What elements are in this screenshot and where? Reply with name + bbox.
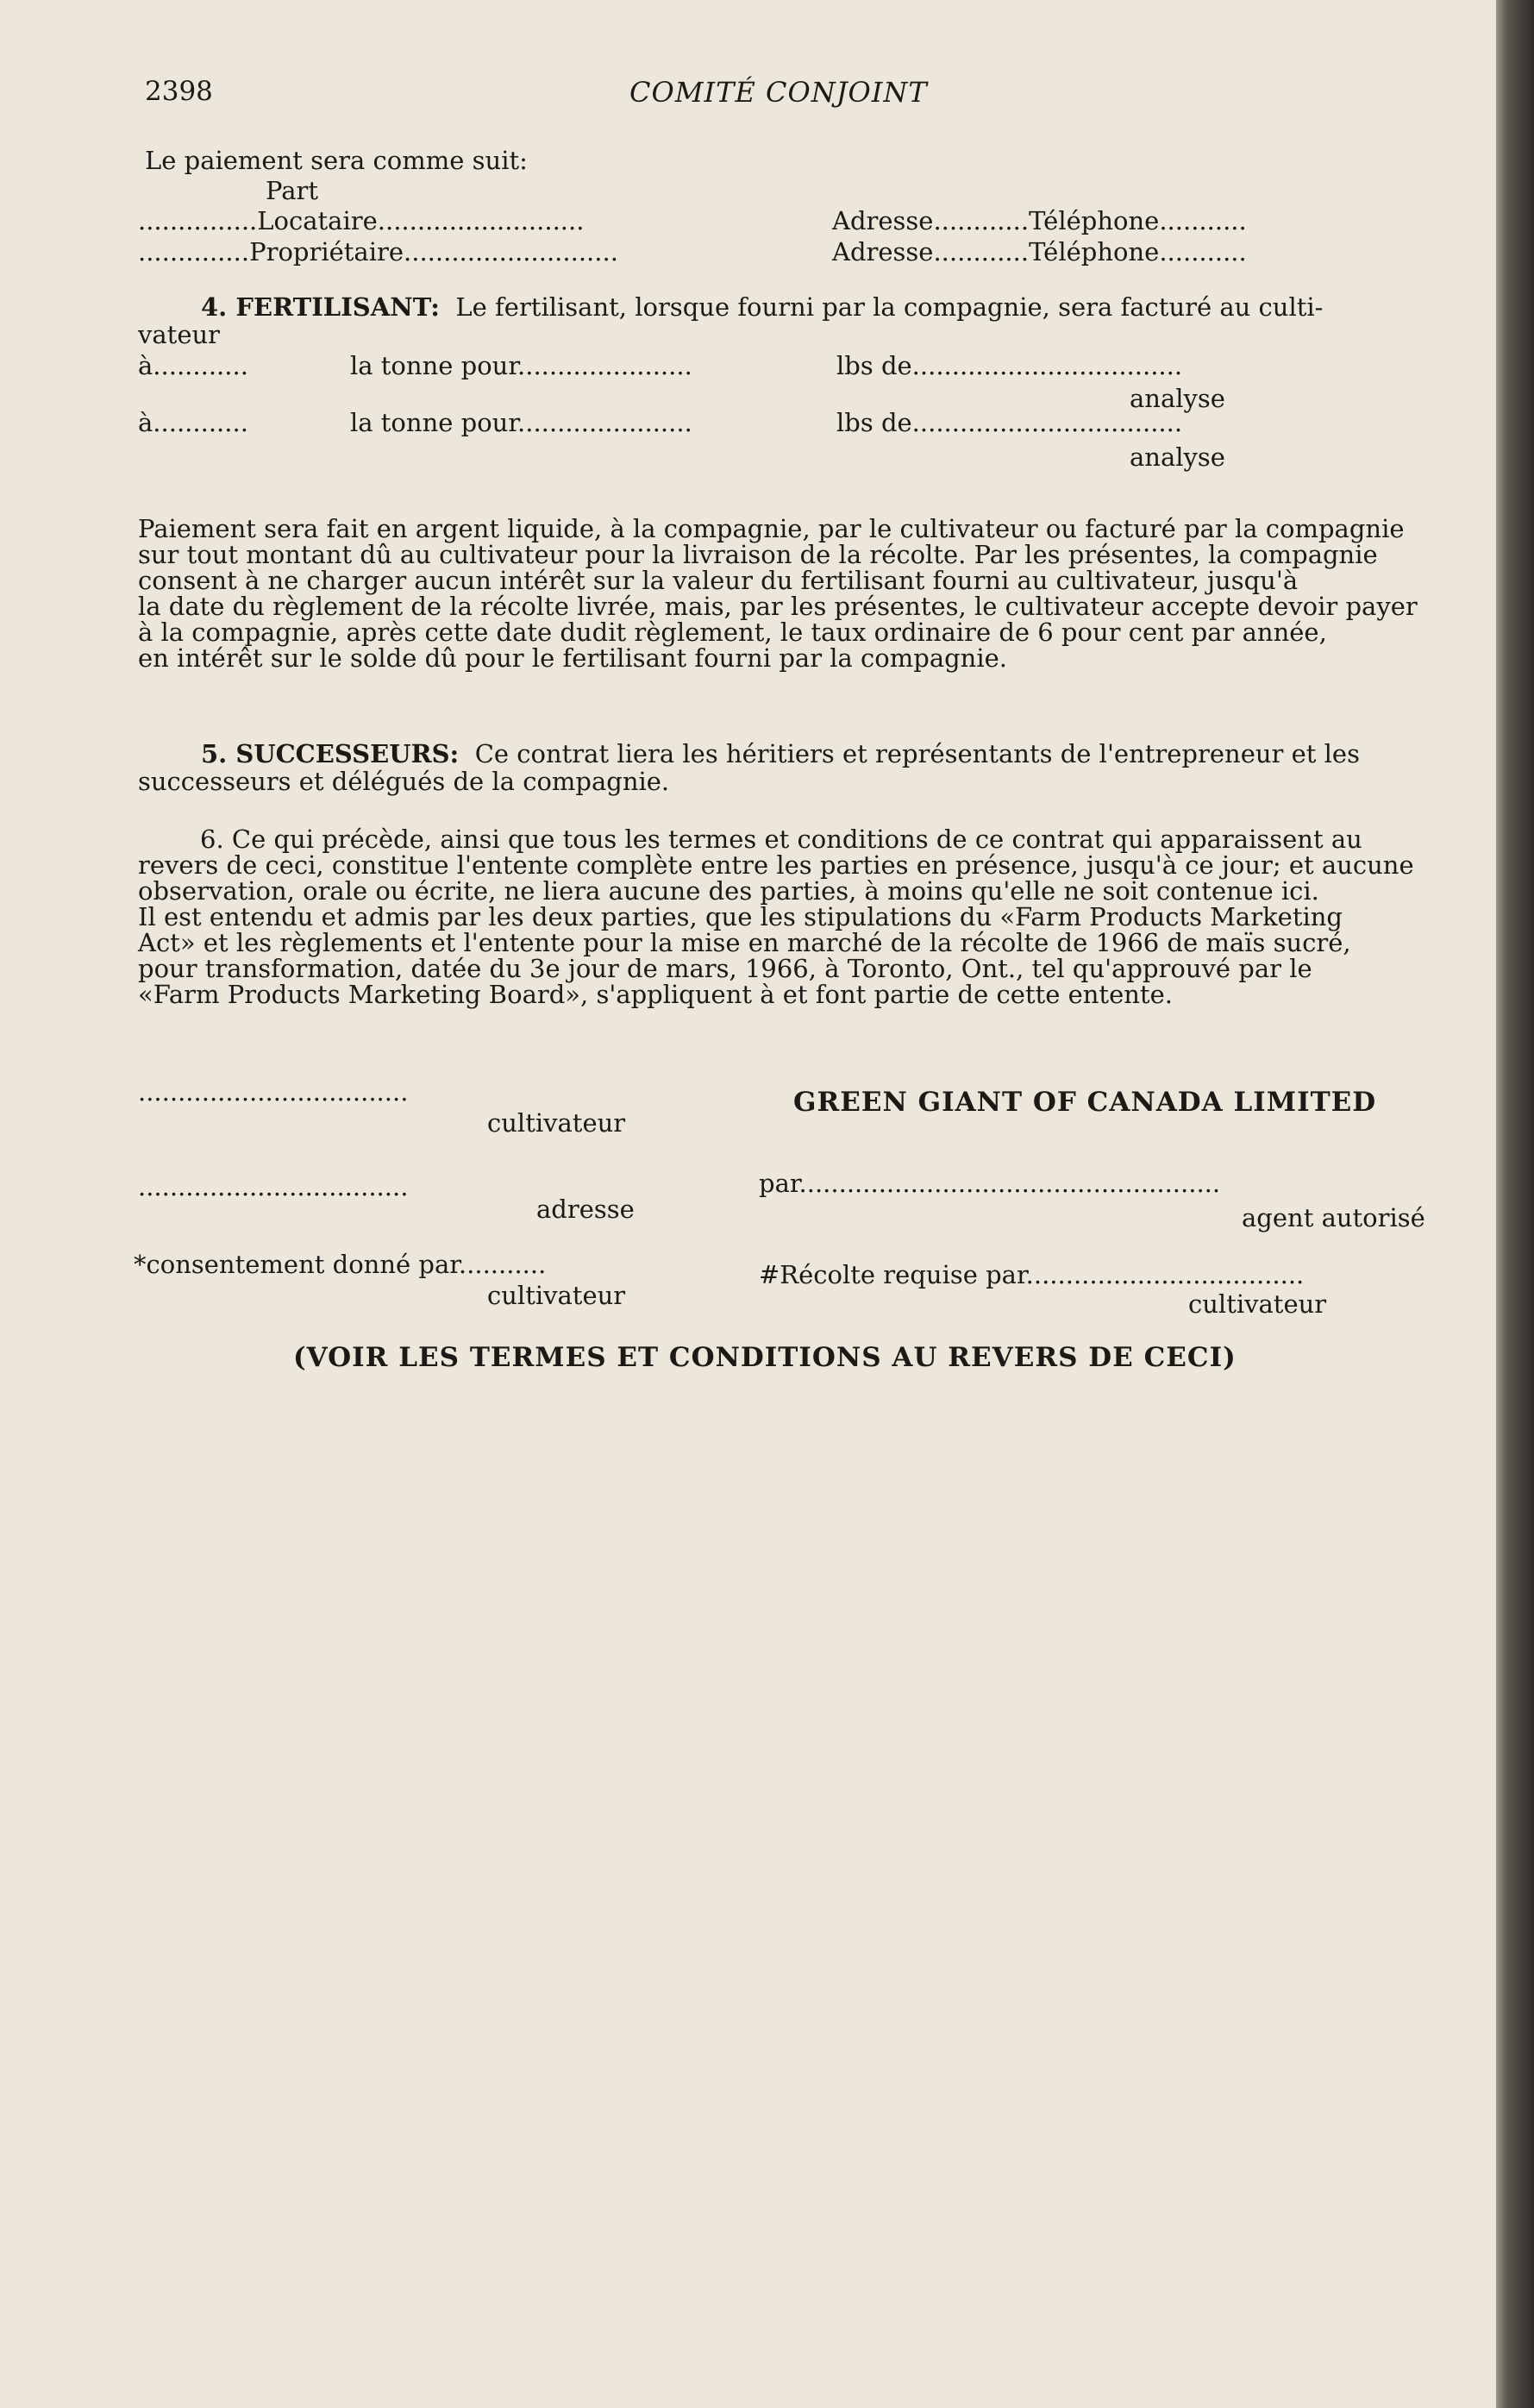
signature-label-cultivateur: cultivateur	[487, 1108, 626, 1138]
harvest-required-line: #Récolte requise par...................................	[759, 1260, 1305, 1289]
paragraph-line: consent à ne charger aucun intérêt sur la valeur du fertilisant fourni au cultivateur, jusqu'à	[138, 566, 1299, 595]
paragraph-line: «Farm Products Marketing Board», s'appliquent à et font partie de cette entente.	[138, 980, 1173, 1009]
payment-row-proprietaire-addr	[832, 238, 1247, 267]
consent-label-cultivateur: cultivateur	[487, 1281, 626, 1310]
fertilisant-row-2	[138, 409, 248, 437]
fertilisant-row-2-lbs: lbs de..................................	[836, 408, 1183, 437]
running-head: COMITÉ CONJOINT	[629, 76, 928, 109]
successeurs-line2: successeurs et délégués de la compagnie.	[138, 767, 670, 796]
signature-line-adresse: ..................................	[138, 1172, 409, 1201]
authorized-agent-label: agent autorisé	[1242, 1203, 1425, 1232]
dots: à............	[138, 408, 248, 437]
fertilisant-row-1-tonne: la tonne pour......................	[350, 351, 692, 380]
address-label: Adresse	[832, 237, 934, 267]
section-text: Le fertilisant, lorsque fourni par la compagnie, sera facturé au culti-	[455, 292, 1324, 322]
paragraph-line: à la compagnie, après cette date dudit règlement, le taux ordinaire de 6 pour cent par année,	[138, 618, 1327, 647]
fertilisant-paragraph	[138, 516, 1440, 671]
address-label: Adresse	[832, 206, 934, 235]
fertilisant-row-2-analyse: analyse	[1130, 442, 1225, 472]
paragraph-line: 6. Ce qui précède, ainsi que tous les termes et conditions de ce contrat qui apparaissent au	[200, 825, 1362, 854]
phone-label: Téléphone	[1029, 237, 1160, 267]
signature-label-adresse: adresse	[536, 1195, 635, 1224]
fertilisant-row-1-analyse: analyse	[1130, 384, 1225, 413]
company-name: GREEN GIANT OF CANADA LIMITED	[793, 1087, 1377, 1118]
role-label: Propriétaire	[249, 237, 404, 267]
payment-row-locataire	[138, 207, 584, 235]
dots: ...........	[1159, 206, 1247, 235]
footer-note: (VOIR LES TERMES ET CONDITIONS AU REVERS DE CECI)	[293, 1342, 1237, 1373]
phone-label: Téléphone	[1029, 206, 1160, 235]
dots: ...............	[138, 206, 258, 235]
dots: ..............	[138, 237, 250, 267]
dots: ............	[933, 237, 1030, 267]
payment-part-label: Part	[266, 176, 319, 205]
authorized-agent-line: par.....................................................	[759, 1169, 1221, 1198]
payment-row-proprietaire	[138, 238, 618, 267]
paragraph-line: la date du règlement de la récolte livrée, mais, par les présentes, le cultivateur accepte devoir payer	[138, 592, 1418, 621]
fertilisant-row-1-lbs: lbs de..................................	[836, 351, 1183, 380]
paragraph-line: sur tout montant dû au cultivateur pour la livraison de la récolte. Par les présentes, la compagnie	[138, 540, 1378, 569]
section-text: Ce contrat liera les héritiers et représentants de l'entrepreneur et les	[474, 739, 1360, 768]
dots: ...........................	[404, 237, 618, 267]
dots: ...........	[1159, 237, 1247, 267]
book-spine-edge	[1496, 0, 1534, 2408]
successeurs-line1	[201, 740, 1360, 768]
clause-6	[138, 826, 1440, 1007]
dots: ............	[933, 206, 1030, 235]
fertilisant-line1	[201, 293, 1323, 322]
signature-line-cultivateur: ..................................	[138, 1077, 409, 1107]
page-number: 2398	[145, 76, 213, 107]
section-heading: 5. SUCCESSEURS:	[201, 739, 460, 768]
dots: à............	[138, 351, 248, 380]
consent-line: *consentement donné par...........	[134, 1250, 547, 1279]
paragraph-line: Act» et les règlements et l'entente pour la mise en marché de la récolte de 1966 de maïs sucré,	[138, 928, 1351, 957]
harvest-label-cultivateur: cultivateur	[1188, 1289, 1327, 1319]
fertilisant-row-1	[138, 352, 248, 380]
paragraph-line: observation, orale ou écrite, ne liera aucune des parties, à moins qu'elle ne soit contenue ici.	[138, 876, 1319, 906]
role-label: Locataire	[257, 206, 378, 235]
paragraph-line: pour transformation, datée du 3e jour de mars, 1966, à Toronto, Ont., tel qu'approuvé par le	[138, 954, 1312, 983]
payment-row-locataire-addr	[832, 207, 1247, 235]
paragraph-line: Paiement sera fait en argent liquide, à la compagnie, par le cultivateur ou facturé par la compagnie	[138, 514, 1405, 543]
fertilisant-row-2-tonne: la tonne pour......................	[350, 408, 692, 437]
dots: ..........................	[377, 206, 585, 235]
payment-intro: Le paiement sera comme suit:	[145, 146, 528, 175]
paragraph-line: Il est entendu et admis par les deux parties, que les stipulations du «Farm Products Marketing	[138, 902, 1343, 931]
paragraph-line: revers de ceci, constitue l'entente complète entre les parties en présence, jusqu'à ce jour; et aucune	[138, 850, 1414, 880]
paragraph-line: en intérêt sur le solde dû pour le fertilisant fourni par la compagnie.	[138, 643, 1008, 673]
fertilisant-line2: vateur	[138, 320, 221, 349]
section-heading: 4. FERTILISANT:	[201, 292, 440, 322]
